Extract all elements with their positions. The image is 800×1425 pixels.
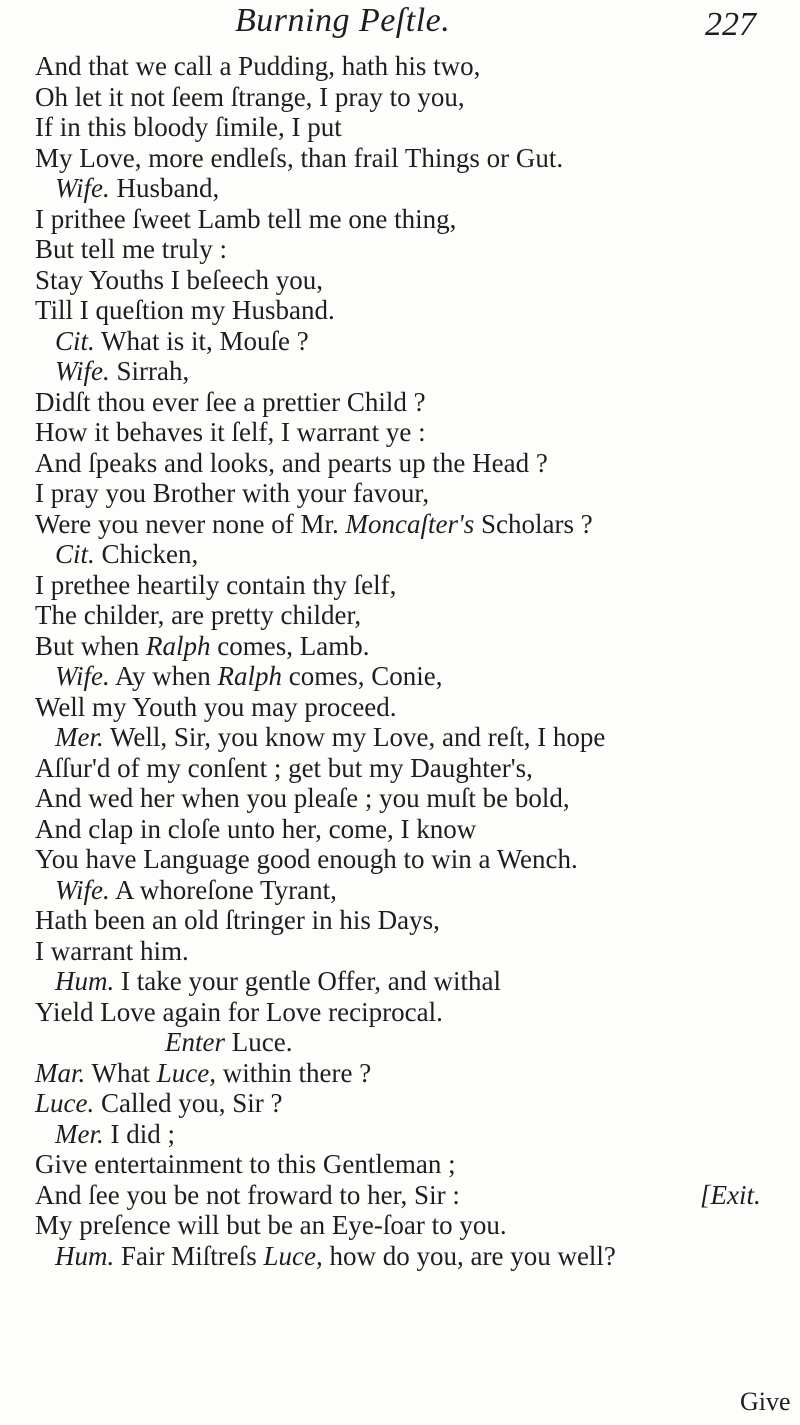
exit-direction: [Exit. — [700, 1179, 761, 1210]
line-text: Till I queſtion my Husband. — [35, 295, 335, 325]
text-line — [0, 1180, 800, 1211]
text-line — [0, 356, 800, 387]
page-number: 227 — [705, 6, 756, 43]
line-text-tail: within there ? — [222, 1057, 372, 1088]
text-line — [0, 1058, 800, 1089]
line-text: And clap in cloſe unto her, come, I know — [35, 813, 477, 844]
line-text-tail: Scholars ? — [481, 508, 593, 539]
text-line — [0, 783, 800, 814]
line-text: Fair Miſtreſs — [121, 1240, 257, 1271]
line-text: But tell me truly : — [35, 234, 227, 264]
text-line — [0, 509, 800, 540]
line-text: Ay when — [115, 661, 211, 691]
text-line — [0, 112, 800, 143]
italic-name: Ralph — [146, 630, 211, 661]
speaker-name: Hum. — [55, 1240, 115, 1271]
running-head: Burning Peſtle. — [235, 2, 451, 39]
line-text: I take your gentle Offer, and withal — [121, 966, 502, 996]
text-line — [0, 387, 800, 418]
text-line — [0, 905, 800, 936]
text-line — [0, 814, 800, 845]
line-text: Luce. — [231, 1027, 293, 1057]
text-line — [0, 295, 800, 326]
speaker-name: Cit. — [55, 325, 95, 356]
line-text: And wed her when you pleaſe ; you muſt be bold, — [35, 783, 570, 813]
line-text: The childer, are pretty childer, — [35, 600, 362, 630]
line-text: And ſpeaks and looks, and pearts up the Head ? — [35, 447, 548, 478]
text-line — [0, 997, 800, 1028]
line-text: Were you never none of Mr. — [35, 508, 339, 539]
text-line — [0, 844, 800, 875]
speaker-name: Mar. — [35, 1057, 86, 1088]
line-text: Yield Love again for Love reciprocal. — [35, 996, 443, 1027]
speaker-name: Mer. — [55, 1118, 104, 1149]
line-text-tail: how do you, are you well? — [329, 1240, 616, 1271]
line-text: If in this bloody ſimile, I put — [35, 112, 342, 142]
text-line — [0, 600, 800, 631]
text-line — [0, 1088, 800, 1119]
text-line — [0, 1027, 800, 1058]
italic-name: Moncaſter's — [345, 508, 475, 539]
line-text: Called you, Sir ? — [100, 1088, 283, 1118]
line-text: Well my Youth you may proceed. — [35, 691, 397, 722]
line-text-tail: comes, Conie, — [288, 661, 443, 691]
text-line — [0, 875, 800, 906]
line-text: My Love, more endleſs, than frail Things or Gut. — [35, 142, 564, 173]
text-line — [0, 326, 800, 357]
line-text: My preſence will but be an Eye-ſoar to you. — [35, 1210, 507, 1240]
play-text — [0, 51, 800, 1271]
text-line — [0, 51, 800, 82]
text-line — [0, 1119, 800, 1150]
catchword: Give — [740, 1387, 791, 1416]
line-text: A whoreſone Tyrant, — [115, 874, 337, 905]
text-line — [0, 448, 800, 479]
italic-name: Luce, — [263, 1240, 323, 1271]
line-text: I pray you Brother with your favour, — [35, 478, 430, 508]
italic-name: Luce, — [156, 1057, 216, 1088]
line-text: Didſt thou ever ſee a prettier Child ? — [35, 386, 426, 417]
text-line — [0, 661, 800, 692]
line-text: I prethee heartily contain thy ſelf, — [35, 569, 397, 600]
speaker-name: Wife. — [55, 173, 110, 203]
speaker-name: Luce. — [35, 1088, 95, 1118]
text-line — [0, 631, 800, 662]
line-text: Stay Youths I beſeech you, — [35, 264, 323, 295]
text-line — [0, 692, 800, 723]
line-text: Husband, — [116, 173, 220, 203]
speaker-name: Hum. — [55, 966, 115, 996]
text-line — [0, 1241, 800, 1272]
text-line — [0, 936, 800, 967]
text-line — [0, 1210, 800, 1241]
text-line — [0, 722, 800, 753]
line-text: Give entertainment to this Gentleman ; — [35, 1149, 456, 1179]
line-text: But when — [35, 630, 140, 661]
line-text: I prithee ſweet Lamb tell me one thing, — [35, 203, 457, 234]
speaker-name: Mer. — [55, 722, 104, 752]
text-line — [0, 417, 800, 448]
text-line — [0, 143, 800, 174]
line-text-tail: comes, Lamb. — [217, 630, 370, 661]
speaker-name: Cit. — [55, 539, 95, 569]
line-text: Sirrah, — [116, 356, 190, 386]
text-line — [0, 173, 800, 204]
line-text: And that we call a Pudding, hath his two, — [35, 51, 481, 81]
line-text: What — [91, 1057, 151, 1088]
text-line — [0, 966, 800, 997]
line-text: What is it, Mouſe ? — [101, 325, 309, 356]
text-line — [0, 1149, 800, 1180]
italic-name: Ralph — [217, 661, 283, 691]
speaker-name: Wife. — [55, 356, 110, 386]
text-line — [0, 234, 800, 265]
line-text: Hath been an old ſtringer in his Days, — [35, 905, 440, 935]
text-line — [0, 570, 800, 601]
line-text: Well, Sir, you know my Love, and reſt, I hope — [110, 722, 606, 752]
line-text: And ſee you be not froward to her, Sir : — [35, 1179, 460, 1210]
text-line — [0, 478, 800, 509]
text-line — [0, 204, 800, 235]
line-text: Chicken, — [101, 539, 199, 569]
line-text: Oh let it not ſeem ſtrange, I pray to you, — [35, 81, 465, 112]
line-text: You have Language good enough to win a Wench. — [35, 844, 578, 874]
text-line — [0, 539, 800, 570]
line-text: I did ; — [110, 1118, 175, 1149]
line-text: Aſſur'd of my conſent ; get but my Daughter's, — [35, 752, 533, 783]
text-line — [0, 753, 800, 784]
text-line — [0, 82, 800, 113]
stage-direction: Enter — [165, 1027, 225, 1057]
speaker-name: Wife. — [55, 661, 110, 691]
line-text: I warrant him. — [35, 935, 189, 966]
line-text: How it behaves it ſelf, I warrant ye : — [35, 417, 426, 447]
text-line — [0, 265, 800, 296]
speaker-name: Wife. — [55, 874, 110, 905]
